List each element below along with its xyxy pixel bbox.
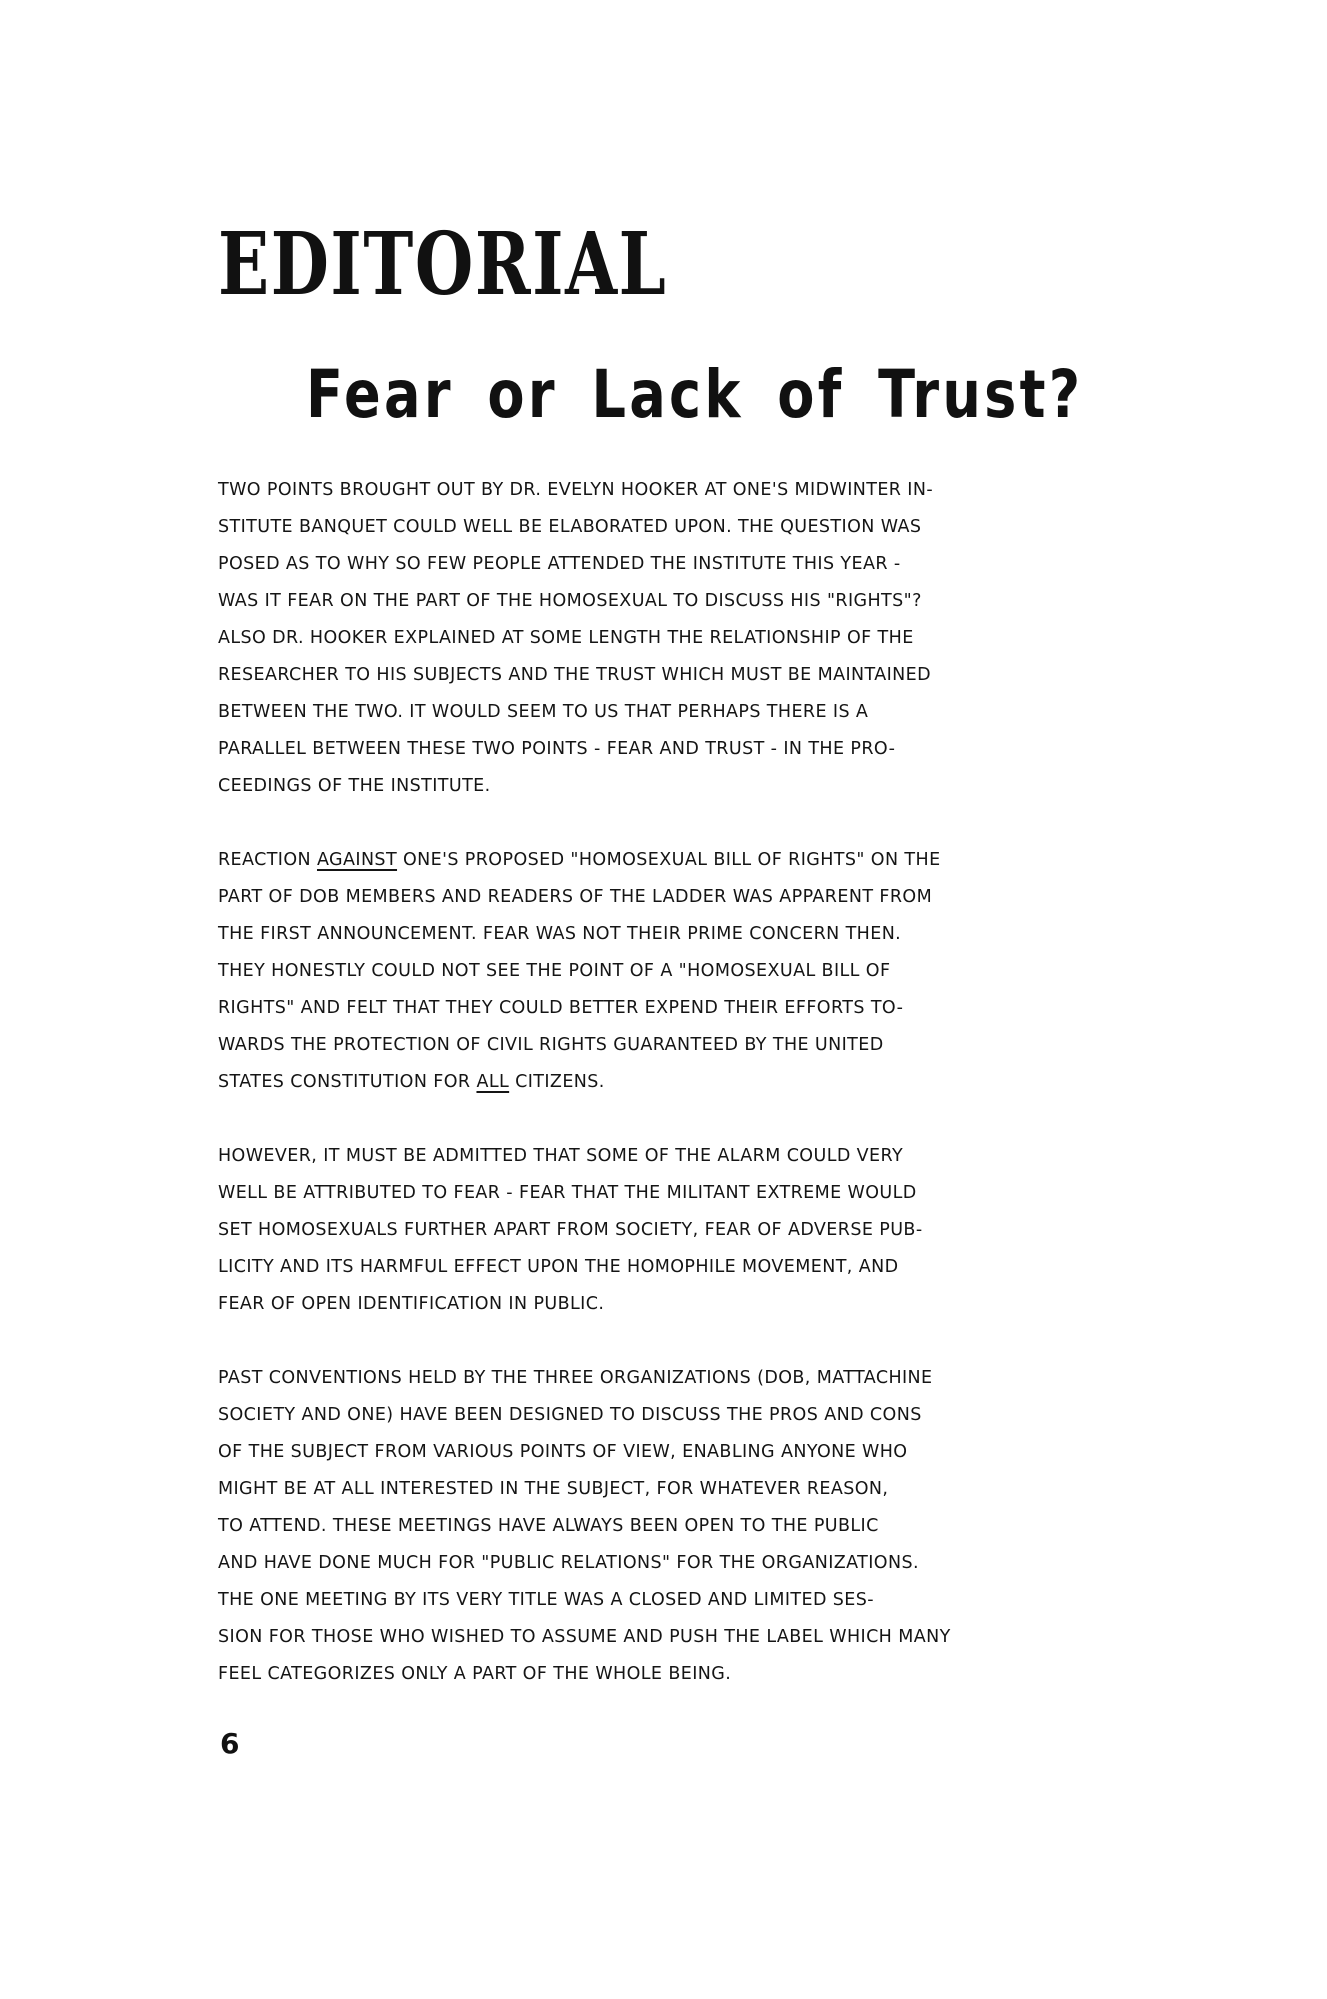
text-line: SOCIETY AND ONE) HAVE BEEN DESIGNED TO DISCUSS THE PROS AND CONS (218, 1405, 922, 1425)
paragraph (218, 472, 1118, 805)
text-line: TWO POINTS BROUGHT OUT BY DR. EVELYN HOOKER AT ONE'S MIDWINTER IN- (218, 480, 934, 500)
text-segment: ONE'S PROPOSED "HOMOSEXUAL BILL OF RIGHTS" ON THE (397, 850, 941, 870)
text-line (218, 842, 1118, 879)
editorial-heading: EDITORIAL (218, 214, 668, 315)
text-segment: CITIZENS. (509, 1072, 605, 1092)
paragraph-gap (218, 1323, 1118, 1360)
text-line: TO ATTEND. THESE MEETINGS HAVE ALWAYS BEEN OPEN TO THE PUBLIC (218, 1516, 879, 1536)
editorial-subtitle: Fear or Lack of Trust? (306, 356, 1084, 433)
text-line: FEEL CATEGORIZES ONLY A PART OF THE WHOLE BEING. (218, 1664, 732, 1684)
text-line: STITUTE BANQUET COULD WELL BE ELABORATED UPON. THE QUESTION WAS (218, 517, 922, 537)
text-line: PARALLEL BETWEEN THESE TWO POINTS - FEAR AND TRUST - IN THE PRO- (218, 739, 896, 759)
text-line: LICITY AND ITS HARMFUL EFFECT UPON THE HOMOPHILE MOVEMENT, AND (218, 1257, 899, 1277)
paragraph (218, 842, 1118, 1101)
paragraph-gap (218, 805, 1118, 842)
underlined-word: AGAINST (316, 850, 398, 870)
text-line: SET HOMOSEXUALS FURTHER APART FROM SOCIETY, FEAR OF ADVERSE PUB- (218, 1220, 923, 1240)
text-line: CEEDINGS OF THE INSTITUTE. (218, 776, 491, 796)
text-line: HOWEVER, IT MUST BE ADMITTED THAT SOME OF THE ALARM COULD VERY (218, 1146, 904, 1166)
text-line: RIGHTS" AND FELT THAT THEY COULD BETTER EXPEND THEIR EFFORTS TO- (218, 998, 904, 1018)
text-line: SION FOR THOSE WHO WISHED TO ASSUME AND PUSH THE LABEL WHICH MANY (218, 1627, 951, 1647)
text-line: THE ONE MEETING BY ITS VERY TITLE WAS A CLOSED AND LIMITED SES- (218, 1590, 874, 1610)
text-line: MIGHT BE AT ALL INTERESTED IN THE SUBJECT, FOR WHATEVER REASON, (218, 1479, 889, 1499)
text-line (218, 1064, 1118, 1101)
text-line: PAST CONVENTIONS HELD BY THE THREE ORGANIZATIONS (DOB, MATTACHINE (218, 1368, 933, 1388)
editorial-body (218, 472, 1118, 1693)
text-line: ALSO DR. HOOKER EXPLAINED AT SOME LENGTH THE RELATIONSHIP OF THE (218, 628, 914, 648)
text-line: WELL BE ATTRIBUTED TO FEAR - FEAR THAT THE MILITANT EXTREME WOULD (218, 1183, 917, 1203)
text-line: WARDS THE PROTECTION OF CIVIL RIGHTS GUARANTEED BY THE UNITED (218, 1035, 884, 1055)
text-line: THEY HONESTLY COULD NOT SEE THE POINT OF A "HOMOSEXUAL BILL OF (218, 961, 891, 981)
text-line: AND HAVE DONE MUCH FOR "PUBLIC RELATIONS" FOR THE ORGANIZATIONS. (218, 1553, 919, 1573)
underlined-word: ALL (476, 1072, 510, 1092)
text-line: WAS IT FEAR ON THE PART OF THE HOMOSEXUAL TO DISCUSS HIS "RIGHTS"? (218, 591, 922, 611)
text-segment: REACTION (218, 850, 317, 870)
text-segment: STATES CONSTITUTION FOR (218, 1072, 477, 1092)
text-line: FEAR OF OPEN IDENTIFICATION IN PUBLIC. (218, 1294, 605, 1314)
text-line: BETWEEN THE TWO. IT WOULD SEEM TO US THAT PERHAPS THERE IS A (218, 702, 869, 722)
text-line: OF THE SUBJECT FROM VARIOUS POINTS OF VIEW, ENABLING ANYONE WHO (218, 1442, 908, 1462)
text-line: RESEARCHER TO HIS SUBJECTS AND THE TRUST WHICH MUST BE MAINTAINED (218, 665, 931, 685)
paragraph (218, 1360, 1118, 1693)
paragraph (218, 1138, 1118, 1323)
text-line: PART OF DOB MEMBERS AND READERS OF THE LADDER WAS APPARENT FROM (218, 887, 933, 907)
text-line: THE FIRST ANNOUNCEMENT. FEAR WAS NOT THEIR PRIME CONCERN THEN. (218, 924, 902, 944)
text-line: POSED AS TO WHY SO FEW PEOPLE ATTENDED THE INSTITUTE THIS YEAR - (218, 554, 901, 574)
paragraph-gap (218, 1101, 1118, 1138)
page-number: 6 (220, 1727, 240, 1760)
